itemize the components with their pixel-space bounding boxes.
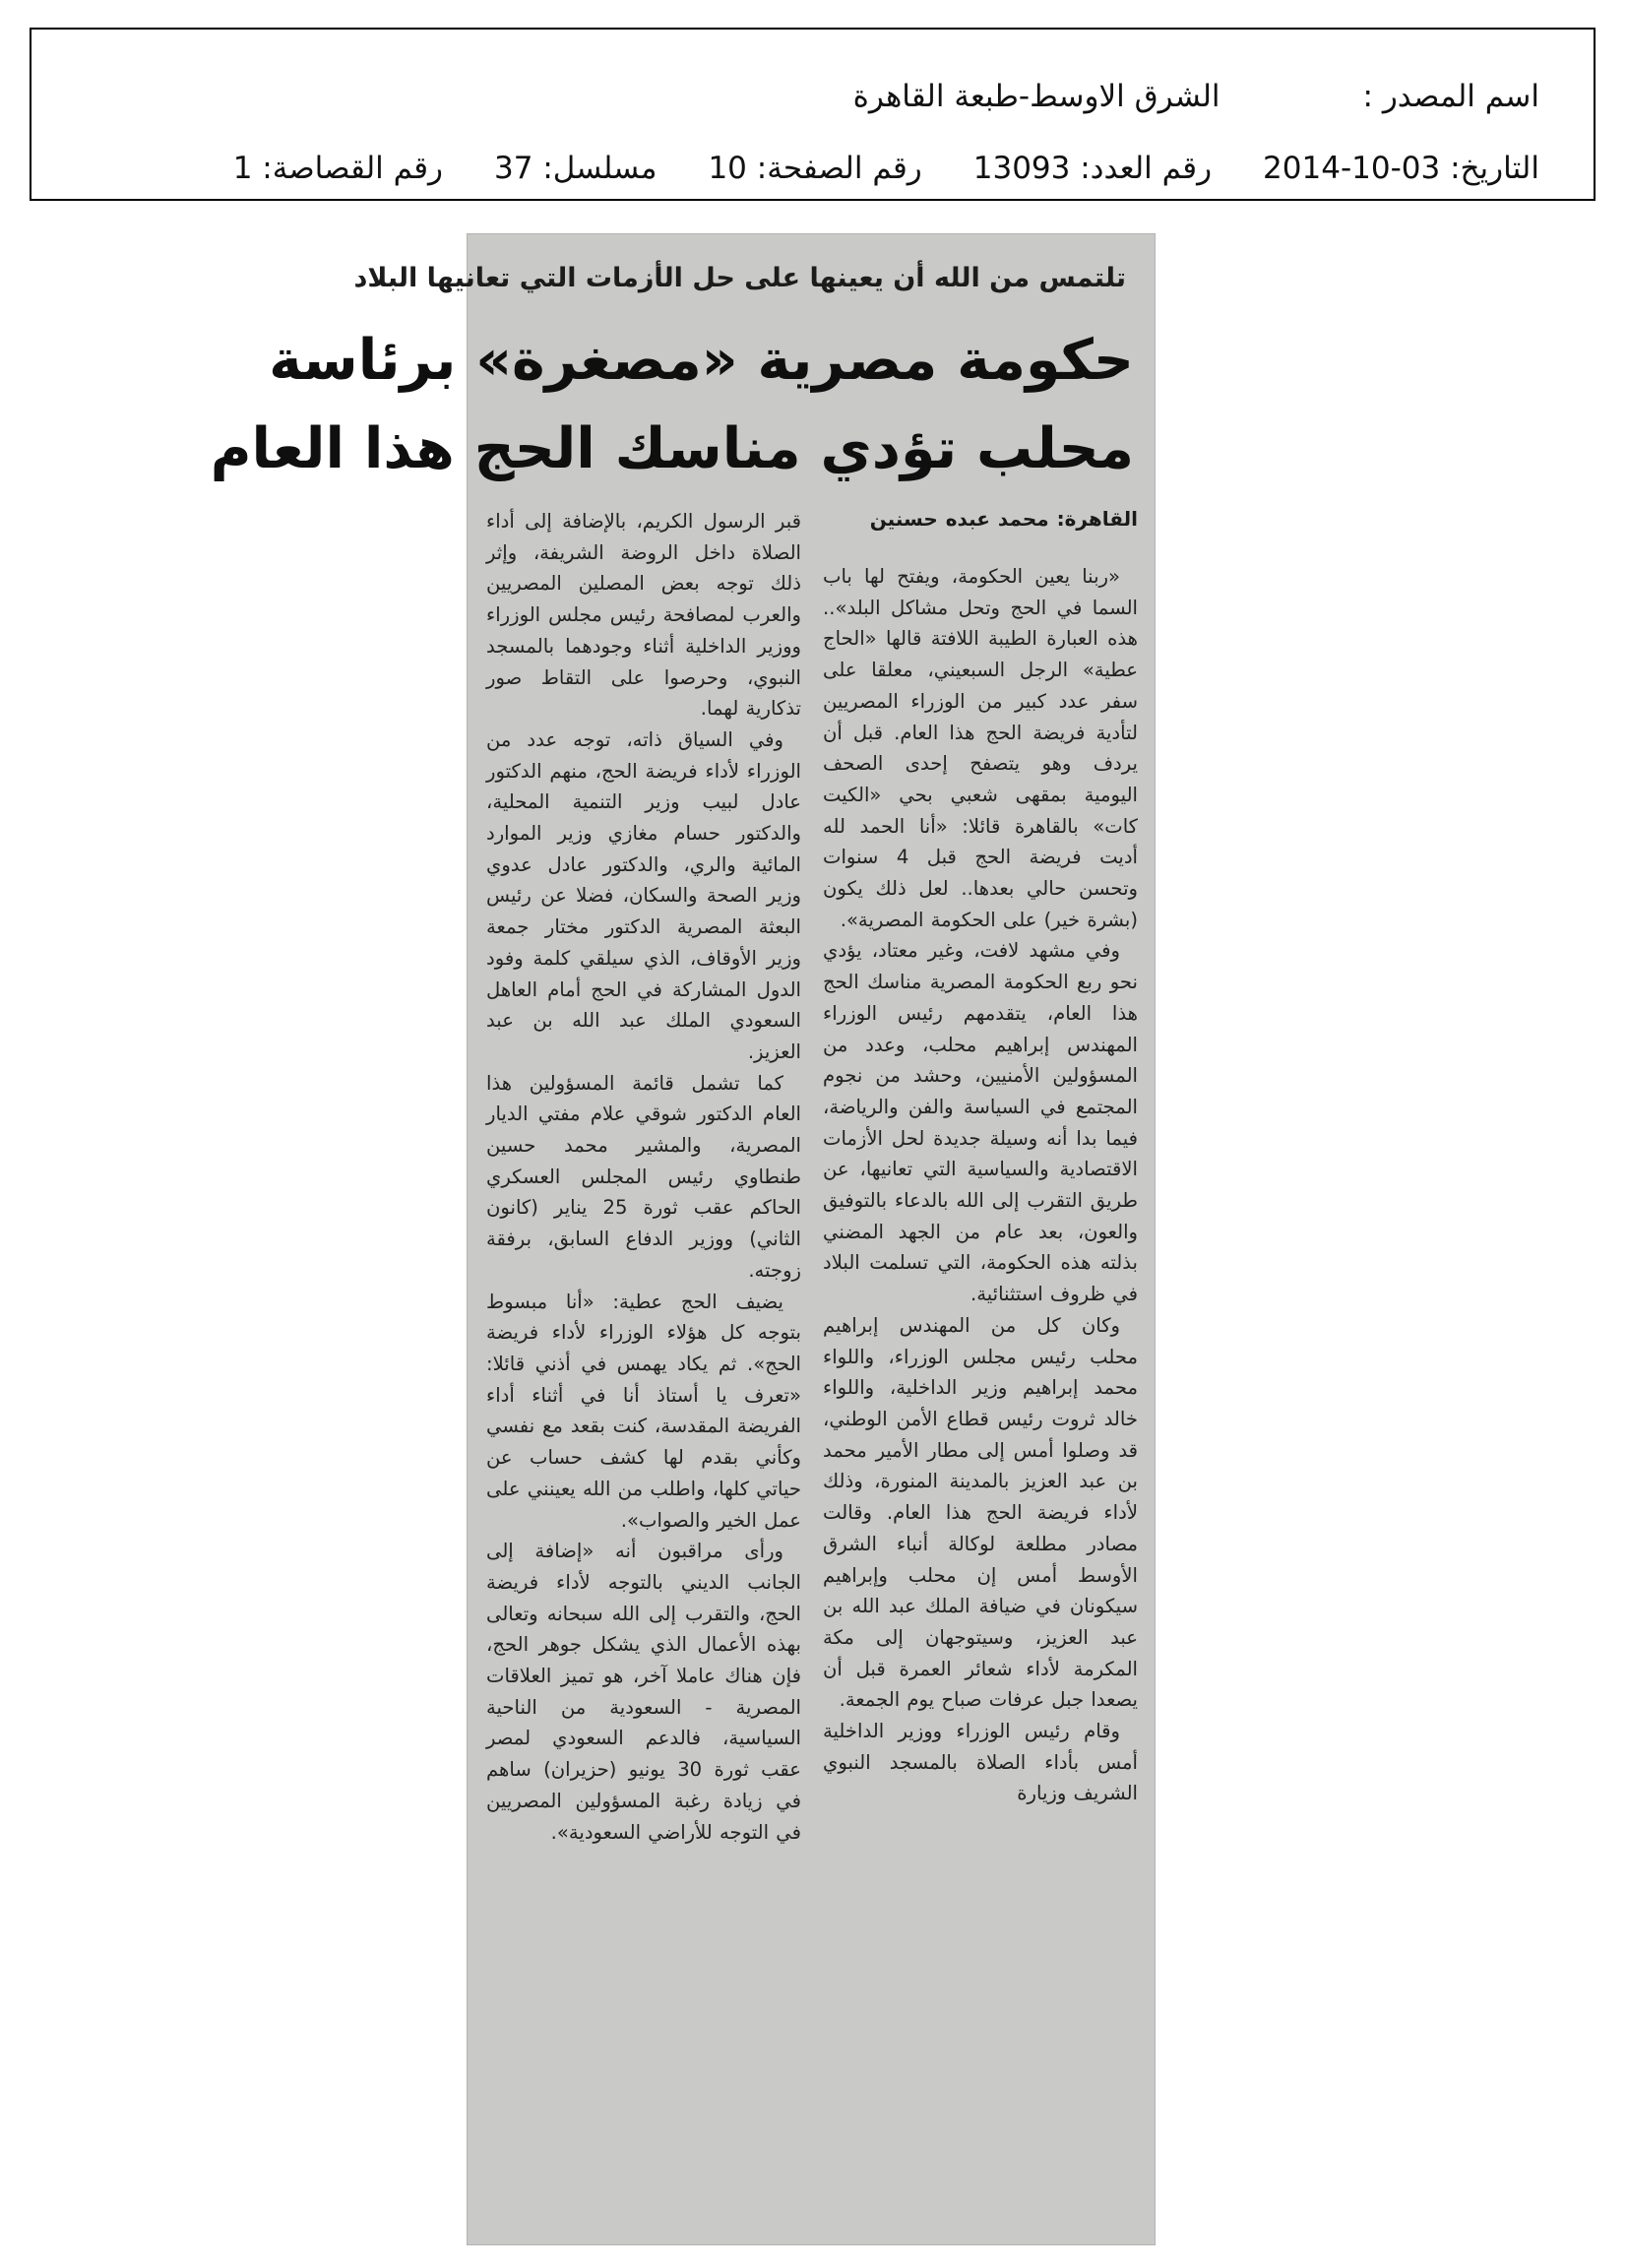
issue-value: 13093	[972, 151, 1071, 186]
paragraph: وفي مشهد لافت، وغير معتاد، يؤدي نحو ربع الحكومة المصرية مناسك الحج هذا العام، يتقدمهم رئيس الوزراء المهندس إبراهيم محلب، وعدد من المسؤولين الأمنيين، وحشد من نجوم المجتمع في السياسة والفن والرياضة، فيما بدا أنه وسيلة جديدة لحل الأزمات الاقتصادية والسياسية التي تعانيها، عن طريق التقرب إلى الله بالدعاء بالتوفيق والعون، بعد عام من الجهد المضني بذلته هذه الحكومة، التي تسلمت البلاد في ظروف استثنائية.	[823, 939, 1138, 1306]
date-field	[1263, 151, 1539, 186]
byline: القاهرة: محمد عبده حسنين	[869, 507, 1138, 531]
serial-field	[494, 151, 657, 186]
clipping-value: 1	[232, 151, 253, 186]
serial-label: مسلسل:	[542, 151, 657, 186]
clipping-field	[233, 151, 443, 186]
paragraph: كما تشمل قائمة المسؤولين هذا العام الدكتور شوقي علام مفتي الديار المصرية، والمشير محمد حسين طنطاوي رئيس المجلس العسكري الحاكم عقب ثورة 25 يناير (كانون الثاني) ووزير الدفاع السابق، برفقة زوجته.	[486, 1071, 801, 1282]
paragraph: وفي السياق ذاته، توجه عدد من الوزراء لأداء فريضة الحج، منهم الدكتور عادل لبيب وزير التنمية المحلية، والدكتور حسام مغازي وزير الموارد المائية والري، والدكتور عادل عدوي وزير الصحة والسكان، فضلا عن رئيس البعثة المصرية الدكتور مختار جمعة وزير الأوقاف، الذي سيلقي كلمة وفود الدول المشاركة في الحج أمام العاهل السعودي الملك عبد الله بن عبد العزيز.	[486, 727, 801, 1063]
paragraph: ورأى مراقبون أنه «إضافة إلى الجانب الديني بالتوجه لأداء فريضة الحج، والتقرب إلى الله سبحانه وتعالى بهذه الأعمال الذي يشكل جوهر الحج، فإن هناك عاملا آخر، هو تميز العلاقات المصرية - السعودية من الناحية السياسية، فالدعم السعودي لمصر عقب ثورة 30 يونيو (حزيران) ساهم في زيادة رغبة المسؤولين المصريين في التوجه للأراضي السعودية».	[486, 1540, 801, 1844]
paragraph: وقام رئيس الوزراء ووزير الداخلية أمس بأداء الصلاة بالمسجد النبوي الشريف وزيارة	[823, 1720, 1138, 1805]
page-label: رقم الصفحة:	[756, 151, 922, 186]
source-info-box	[30, 28, 1596, 201]
headline-line-1: حكومة مصرية «مصغرة» برئاسة	[269, 328, 1134, 393]
source-label: اسم المصدر :	[1362, 79, 1539, 114]
date-value: 2014-10-03	[1263, 151, 1441, 186]
source-row	[86, 79, 1539, 114]
page-value: 10	[708, 151, 747, 186]
issue-field	[973, 151, 1212, 186]
source-value: الشرق الاوسط-طبعة القاهرة	[852, 79, 1220, 114]
paragraph: «ربنا يعين الحكومة، ويفتح لها باب السما في الحج وتحل مشاكل البلد».. هذه العبارة الطيبة اللافتة قالها «الحاج عطية» الرجل السبعيني، معلقا على سفر عدد كبير من الوزراء المصريين لتأدية فريضة الحج هذا العام. قبل أن يردف وهو يتصفح إحدى الصحف اليومية بمقهى شعبي بحي «الكيت كات» بالقاهرة قائلا: «أنا الحمد لله أديت فريضة الحج قبل 4 سنوات وتحسن حالي بعدها.. لعل ذلك يكون (بشرة خير) على الحكومة المصرية».	[823, 565, 1139, 931]
article-column-left	[486, 506, 801, 2206]
paragraph: وكان كل من المهندس إبراهيم محلب رئيس مجلس الوزراء، واللواء محمد إبراهيم وزير الداخلية، واللواء خالد ثروت رئيس قطاع الأمن الوطني، قد وصلوا أمس إلى مطار الأمير محمد بن عبد العزيز بالمدينة المنورة، وذلك لأداء فريضة الحج هذا العام. وقالت مصادر مطلعة لوكالة أنباء الشرق الأوسط أمس إن محلب وإبراهيم سيكونان في ضيافة الملك عبد الله بن عبد العزيز، وسيتوجهان إلى مكة المكرمة لأداء شعائر العمرة قبل أن يصعدا جبل عرفات صباح يوم الجمعة.	[823, 1313, 1138, 1712]
paragraph: يضيف الحج عطية: «أنا مبسوط بتوجه كل هؤلاء الوزراء لأداء فريضة الحج». ثم يكاد يهمس في أذني قائلا: «تعرف يا أستاذ أنا في أثناء أداء الفريضة المقدسة، كنت بقعد مع نفسي وكأني بقدم لها كشف حساب عن حياتي كلها، واطلب من الله يعينني على عمل الخير والصواب».	[486, 1290, 801, 1532]
headline-line-2: محلب تؤدي مناسك الحج هذا العام	[210, 416, 1134, 481]
page-field	[708, 151, 921, 186]
serial-value: 37	[494, 151, 533, 186]
issue-label: رقم العدد:	[1080, 151, 1213, 186]
article-kicker: تلتمس من الله أن يعينها على حل الأزمات التي تعانيها البلاد	[353, 263, 1126, 293]
clipping-label: رقم القصاصة:	[262, 151, 444, 186]
meta-row	[86, 151, 1539, 186]
newspaper-clipping	[210, 233, 1156, 2245]
paragraph: قبر الرسول الكريم، بالإضافة إلى أداء الصلاة داخل الروضة الشريفة، وإثر ذلك توجه بعض المصلين المصريين والعرب لمصافحة رئيس مجلس الوزراء ووزير الداخلية أثناء وجودهما بالمسجد النبوي، وحرصوا على التقاط صور تذكارية لهما.	[486, 510, 801, 721]
article-column-right	[823, 506, 1138, 2206]
date-label: التاريخ:	[1450, 151, 1539, 186]
